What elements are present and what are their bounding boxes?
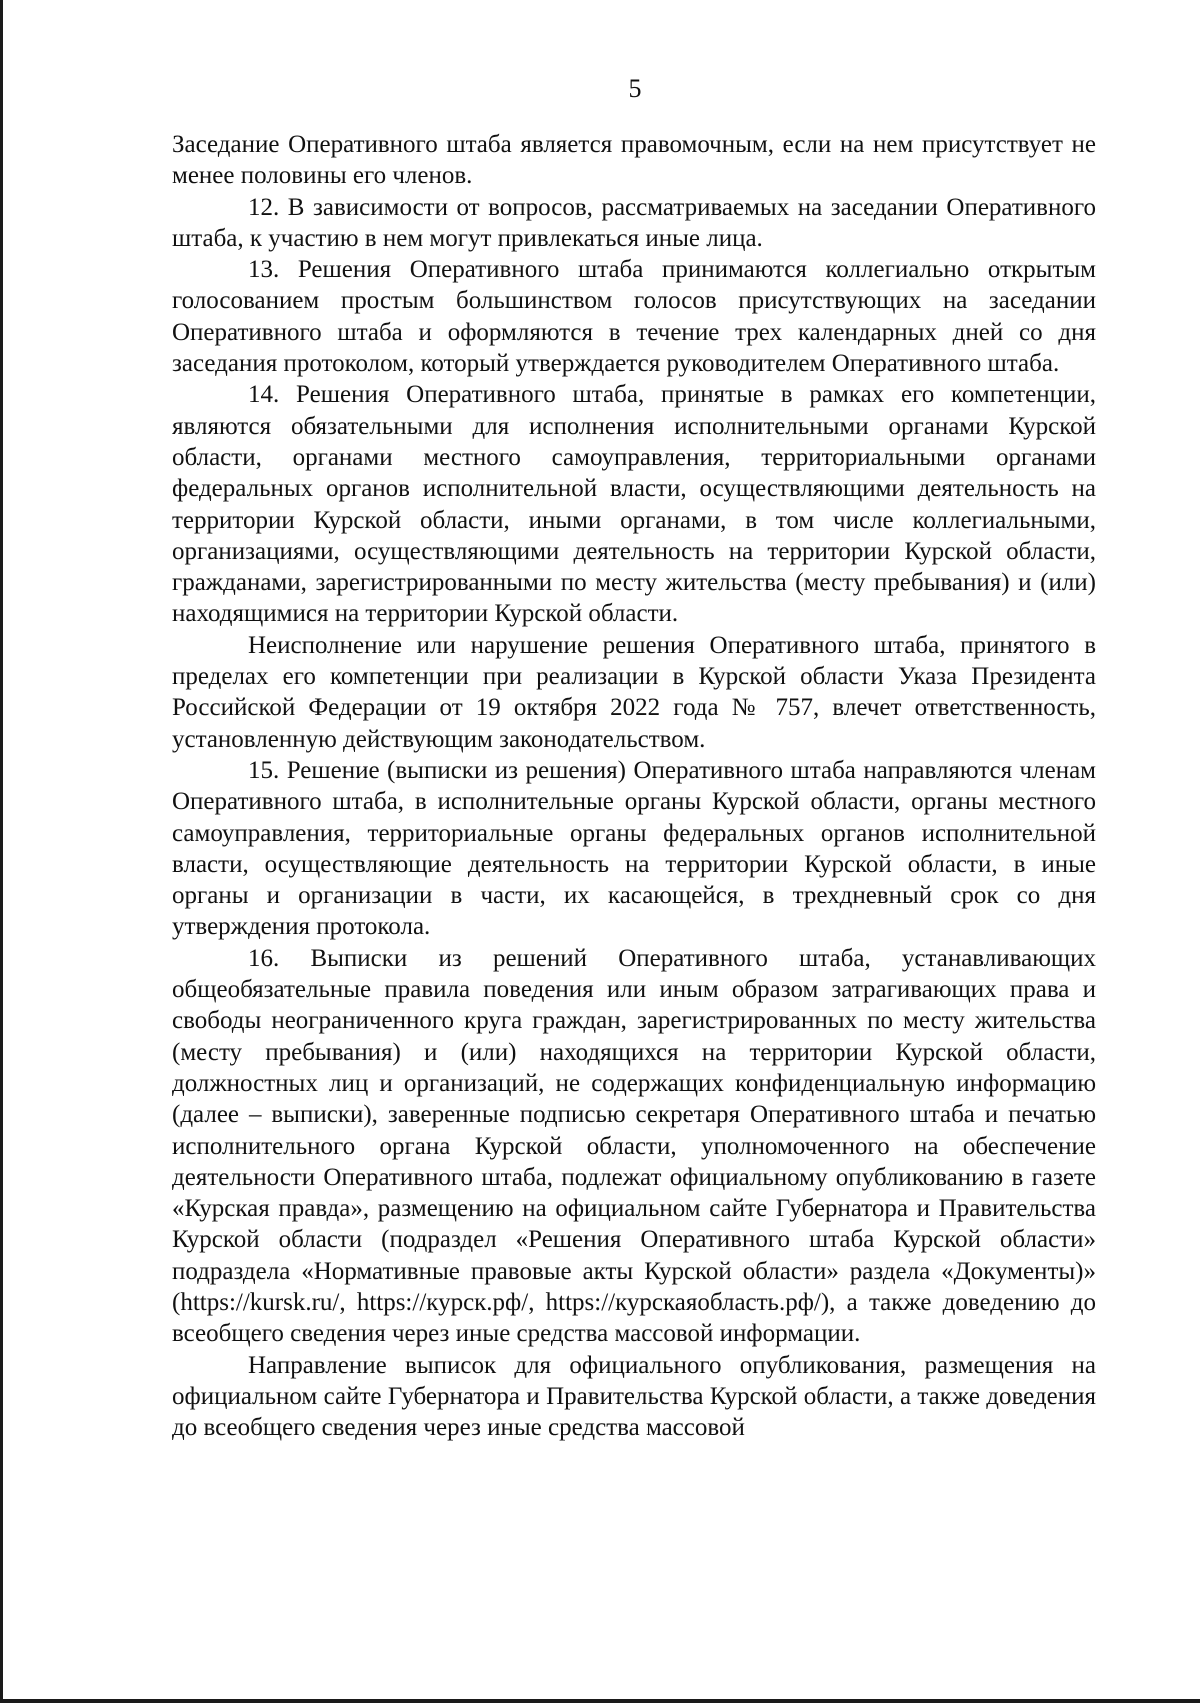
paragraph-14-liability: Неисполнение или нарушение решения Оперативного штаба, принятого в пределах его компетенции при реализации в Курской области Указа Президента Российской Федерации от 19 октября 2022 года № 757, влечет ответственность, установленную действующим законодательством. bbox=[172, 631, 1096, 753]
scan-edge-left bbox=[0, 0, 3, 1703]
paragraph-16-publication: Направление выписок для официального опубликования, размещения на официальном сайте Губернатора и Правительства Курской области, а также доведения до всеобщего сведения через иные средства массовой bbox=[172, 1351, 1096, 1442]
paragraph-14: 14. Решения Оперативного штаба, принятые в рамках его компетенции, являются обязательными для исполнения исполнительными органами Курской области, органами местного самоуправления, территориальными органами федеральных органов исполнительной власти, осуществляющими деятельность на территории Курской области, иными органами, в том числе коллегиальными, организациями, осуществляющими деятельность на территории Курской области, гражданами, зарегистрированными по месту жительства (месту пребывания) и (или) находящимися на территории Курской области. bbox=[172, 381, 1096, 628]
paragraph-quorum: Заседание Оперативного штаба является правомочным, если на нем присутствует не менее половины его членов. bbox=[172, 131, 1096, 190]
page-number: 5 bbox=[628, 74, 642, 103]
paragraph-13: 13. Решения Оперативного штаба принимаются коллегиально открытым голосованием простым большинством голосов присутствующих на заседании Оперативного штаба и оформляются в течение трех календарных дней со дня заседания протоколом, который утверждается руководителем Оперативного штаба. bbox=[172, 256, 1096, 378]
document-body bbox=[172, 129, 1096, 1443]
paragraph-16: 16. Выписки из решений Оперативного штаба, устанавливающих общеобязательные правила поведения или иным образом затрагивающих права и свободы неограниченного круга граждан, зарегистрированных по месту жительства (месту пребывания) и (или) находящихся на территории Курской области, должностных лиц и организаций, не содержащих конфиденциальную информацию (далее – выписки), заверенные подписью секретаря Оперативного штаба и печатью исполнительного органа Курской области, уполномоченного на обеспечение деятельности Оперативного штаба, подлежат официальному опубликованию в газете «Курская правда», размещению на официальном сайте Губернатора и Правительства Курской области (подраздел «Решения Оперативного штаба Курской области» подраздела «Нормативные правовые акты Курской области» раздела «Документы)» (https://kursk.ru/, https://курск.рф/, https://курскаяобласть.рф/), а также доведению до всеобщего сведения через иные средства массовой информации. bbox=[172, 944, 1096, 1348]
paragraph-12: 12. В зависимости от вопросов, рассматриваемых на заседании Оперативного штаба, к участию в нем могут привлекаться иные лица. bbox=[172, 193, 1096, 252]
paragraph-15: 15. Решение (выписки из решения) Оперативного штаба направляются членам Оперативного штаба, в исполнительные органы Курской области, органы местного самоуправления, территориальные органы федеральных органов исполнительной власти, осуществляющие деятельность на территории Курской области, в иные органы и организации в части, их касающейся, в трехдневный срок со дня утверждения протокола. bbox=[172, 756, 1096, 941]
scan-edge-bottom bbox=[0, 1699, 1200, 1703]
